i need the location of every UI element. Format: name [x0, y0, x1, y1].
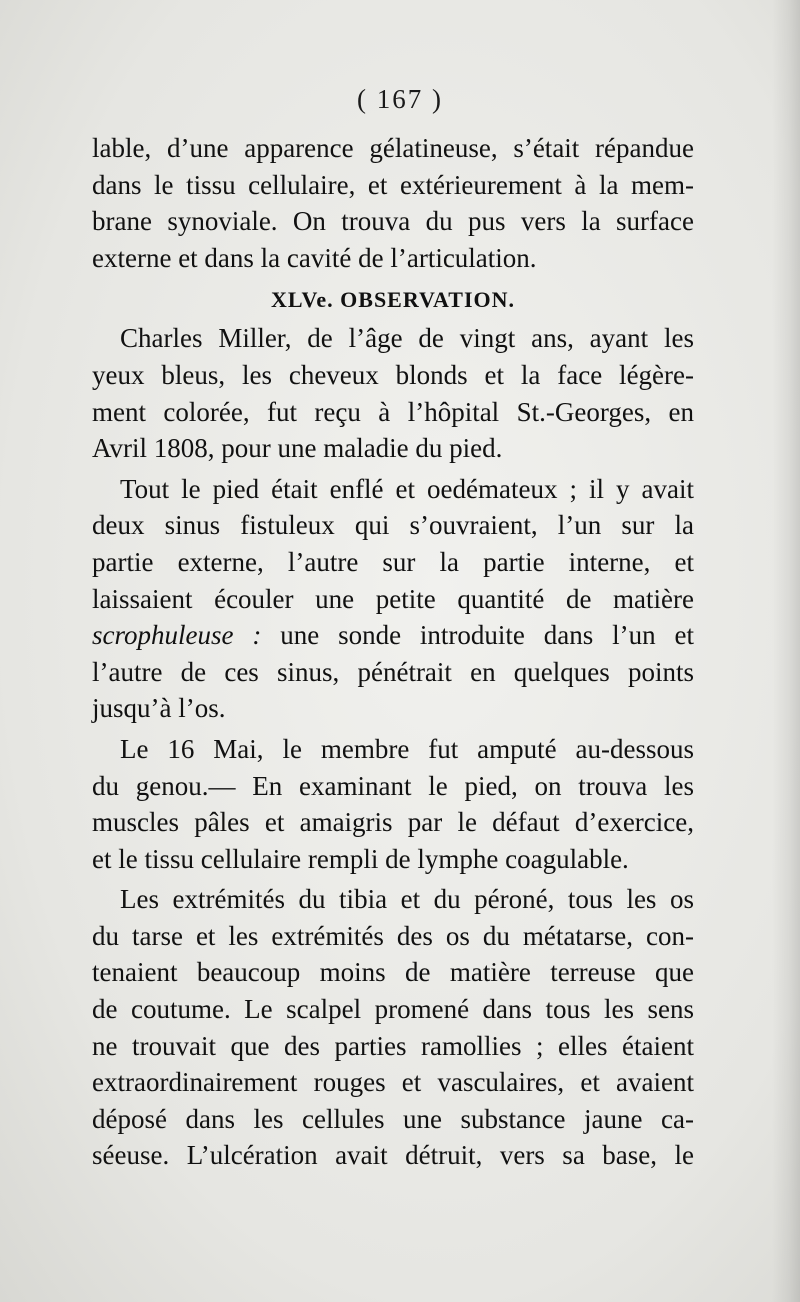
text-line: ment colorée, fut reçu à l’hôpital St.-Georges, en: [92, 396, 694, 427]
text-line: brane synoviale. On trouva du pus vers la surface: [92, 206, 694, 237]
text-line: du genou.— En examinant le pied, on trouva les: [92, 770, 694, 801]
page-edge-shadow: [772, 0, 800, 1302]
text-line: [92, 617, 694, 654]
body-text: [92, 130, 694, 1174]
text-line: jusqu’à l’os.: [92, 693, 226, 724]
text-line: Les extrémités du tibia et du péroné, tous les os: [120, 884, 694, 915]
text-line: externe et dans la cavité de l’articulation.: [92, 242, 537, 273]
text-line: Avril 1808, pour une maladie du pied.: [92, 433, 503, 464]
text-line: laissaient écouler une petite quantité de matière: [92, 583, 694, 614]
text-line: yeux bleus, les cheveux blonds et la face légère-: [92, 359, 694, 390]
text-line: extraordinairement rouges et vasculaires, et avaient: [92, 1067, 694, 1098]
text-line: partie externe, l’autre sur la partie interne, et: [92, 546, 694, 577]
italic-term: scrophuleuse :: [92, 620, 262, 651]
text-line-rest: une sonde introduite dans l’un et: [261, 620, 694, 651]
text-line: Le 16 Mai, le membre fut amputé au-dessous: [120, 733, 694, 764]
text-line: tenaient beaucoup moins de matière terreuse que: [92, 957, 694, 988]
text-line: dans le tissu cellulaire, et extérieurement à la mem-: [92, 169, 694, 200]
text-line: ne trouvait que des parties ramollies ; elles étaient: [92, 1030, 694, 1061]
text-line: de coutume. Le scalpel promené dans tous les sens: [92, 994, 694, 1025]
text-line: déposé dans les cellules une substance jaune ca-: [92, 1103, 694, 1134]
text-line: deux sinus fistuleux qui s’ouvraient, l’un sur la: [92, 510, 694, 541]
observation-heading: XLVe. OBSERVATION.: [270, 287, 516, 313]
text-line: et le tissu cellulaire rempli de lymphe coagulable.: [92, 843, 629, 874]
text-line: l’autre de ces sinus, pénétrait en quelques points: [92, 656, 694, 687]
text-line: muscles pâles et amaigris par le défaut d’exercice,: [92, 807, 694, 838]
text-line: lable, d’une apparence gélatineuse, s’était répandue: [92, 133, 694, 163]
text-line: Charles Miller, de l’âge de vingt ans, ayant les: [120, 323, 694, 354]
page-number: ( 167 ): [357, 84, 443, 114]
text-line: du tarse et les extrémités des os du métatarse, con-: [92, 920, 694, 951]
text-line: séeuse. L’ulcération avait détruit, vers sa base, le: [92, 1140, 694, 1171]
text-line: Tout le pied était enflé et oedémateux ; il y avait: [120, 473, 694, 504]
